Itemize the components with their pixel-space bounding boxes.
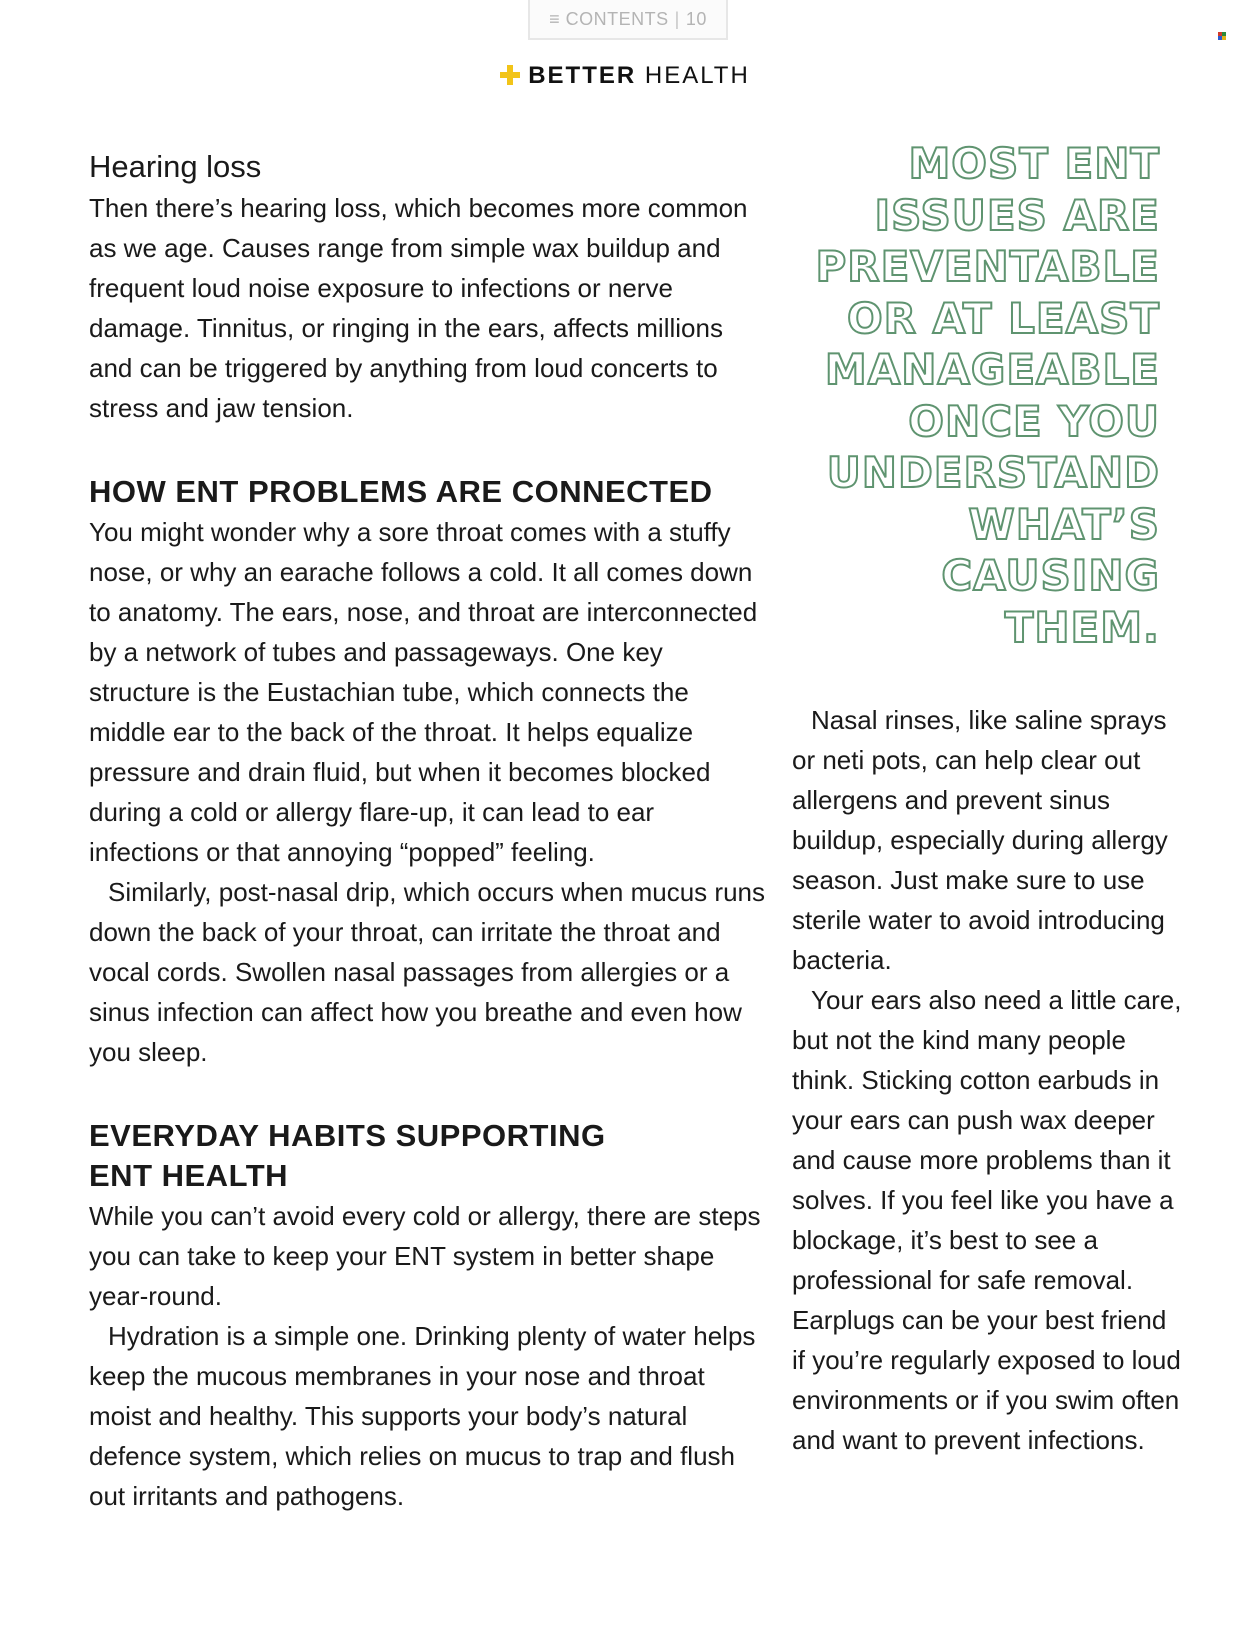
habits-paragraph-2: Hydration is a simple one. Drinking plenty of water helps keep the mucous membranes in your nose and throat moist and healthy. This supports your body’s natural defence system, which relies on mucus to trap and flush out irritants and pathogens. <box>89 1321 756 1511</box>
ear-care-paragraph: Your ears also need a little care, but not the kind many people think. Sticking cotton earbuds in your ears can push wax deeper and cause more problems than it solves. If you feel like you have a blockage, it’s best to see a professional for safe removal. Earplugs can be your best friend if you’re regularly exposed to loud environments or if you swim often and want to prevent infections. <box>792 985 1182 1455</box>
tab-divider: | <box>674 8 680 29</box>
hearing-loss-paragraph: Then there’s hearing loss, which becomes more common as we age. Causes range from simple wax buildup and frequent loud noise exposure to infections or nerve damage. Tinnitus, or ringing in the ears, affects millions and can be triggered by anything from loud concerts to stress and jaw tension. <box>89 193 748 423</box>
habits-heading-line-1: EVERYDAY HABITS SUPPORTING <box>89 1118 606 1153</box>
page-number: 10 <box>685 8 707 29</box>
habits-heading <box>89 1116 769 1196</box>
pull-quote <box>780 138 1160 653</box>
pull-quote-line: ONCE YOU <box>908 396 1160 446</box>
corner-mark-icon <box>1218 32 1226 40</box>
brand-word-better: BETTER <box>528 62 637 89</box>
pull-quote-line: PREVENTABLE <box>815 242 1160 291</box>
brand-word-health: HEALTH <box>644 62 750 89</box>
pull-quote-line: ISSUES ARE <box>874 190 1160 240</box>
section-brand <box>0 62 1250 90</box>
left-column <box>89 142 769 1516</box>
menu-icon: ≡ <box>549 8 566 29</box>
contents-tab[interactable] <box>528 0 728 40</box>
right-column <box>792 700 1182 1460</box>
contents-label: CONTENTS <box>565 8 669 29</box>
habits-paragraph-1: While you can’t avoid every cold or allergy, there are steps you can take to keep your ENT system in better shape year-round. <box>89 1201 761 1311</box>
pull-quote-line: MANAGEABLE <box>824 345 1160 394</box>
pull-quote-line: WHAT’S <box>968 499 1160 549</box>
pull-quote-line: UNDERSTAND <box>826 448 1160 497</box>
connected-paragraph-1: You might wonder why a sore throat comes with a stuffy nose, or why an earache follows a cold. It all comes down to anatomy. The ears, nose, and throat are interconnected by a network of tubes and passageways. One key structure is the Eustachian tube, which connects the middle ear to the back of the throat. It helps equalize pressure and drain fluid, but when it becomes blocked during a cold or allergy flare-up, it can lead to ear infections or that annoying “popped” feeling. <box>89 517 758 867</box>
plus-icon <box>500 65 520 85</box>
connected-heading: HOW ENT PROBLEMS ARE CONNECTED <box>89 474 713 509</box>
pull-quote-line: MOST ENT <box>908 139 1160 188</box>
hearing-loss-heading: Hearing loss <box>89 149 262 184</box>
habits-heading-line-2: ENT HEALTH <box>89 1158 289 1193</box>
nasal-rinse-paragraph: Nasal rinses, like saline sprays or neti pots, can help clear out allergens and prevent sinus buildup, especially during allergy season. Just make sure to use sterile water to avoid introducing bacteria. <box>792 705 1168 975</box>
pull-quote-line: OR AT LEAST <box>846 293 1160 343</box>
pull-quote-line: THEM. <box>1004 602 1160 652</box>
pull-quote-line: CAUSING <box>941 551 1160 600</box>
connected-paragraph-2: Similarly, post-nasal drip, which occurs when mucus runs down the back of your throat, can irritate the throat and vocal cords. Swollen nasal passages from allergies or a sinus infection can affect how you breathe and even how you sleep. <box>89 877 765 1067</box>
